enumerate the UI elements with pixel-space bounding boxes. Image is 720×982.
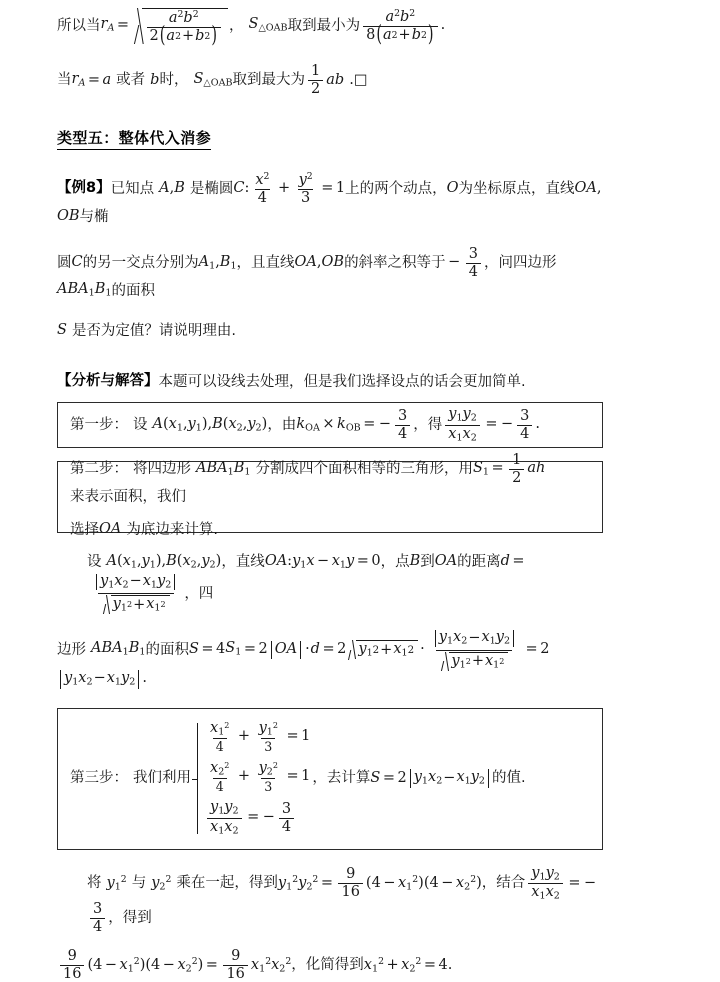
fraction-denominator: 16 xyxy=(338,883,362,900)
point-A: A xyxy=(159,180,170,197)
example-line-2 xyxy=(57,247,603,303)
x1-squared-final: $x_1^2$ xyxy=(363,955,384,975)
derivation-line-1 xyxy=(57,551,603,614)
analysis-text: 本题可以设线去处理，但是我们选择设点的话会更加简单. xyxy=(158,373,526,390)
line-equation: $y_1x$ xyxy=(292,552,315,571)
step2-text-1: 将四边形 xyxy=(133,460,191,477)
deriv1-text-2: ，直线 xyxy=(221,554,265,571)
zero: 0 xyxy=(371,553,381,570)
line-OB: OB xyxy=(57,208,80,225)
fraction-denominator xyxy=(98,593,174,614)
fraction-inside-sqrt xyxy=(147,9,222,48)
qed-mark: .□ xyxy=(349,71,368,88)
period: . xyxy=(447,956,453,973)
system-ratio-row xyxy=(204,800,310,836)
minus-sign: − xyxy=(378,416,391,433)
left-paren: ( xyxy=(423,874,430,891)
when-text: 时， xyxy=(159,72,189,89)
y-ratio-fraction xyxy=(445,407,480,443)
fraction-numerator: 3 xyxy=(468,245,478,262)
comma: , xyxy=(207,416,213,433)
step3-label: 第三步： xyxy=(70,770,128,787)
y-over-x-ratio xyxy=(207,800,242,836)
when-lead: 当 xyxy=(57,72,72,89)
equals-sign: = xyxy=(512,553,525,570)
minus-sign: − xyxy=(162,956,175,973)
distance-d-2: d xyxy=(310,641,320,658)
fraction-denominator: 16 xyxy=(60,965,84,982)
concl1-text-2: 与 xyxy=(131,875,147,892)
plus-sign: + xyxy=(277,180,291,197)
fraction-denominator: 2 xyxy=(509,469,524,486)
equals-sign: = xyxy=(205,956,218,973)
colon: : xyxy=(287,553,293,570)
y1-squared-over-3 xyxy=(256,721,281,754)
right-paren: ) xyxy=(476,874,482,891)
four: 4 xyxy=(371,874,381,891)
distance-d: d xyxy=(500,553,510,570)
line-OA-2: OA xyxy=(294,254,317,271)
sub-area-S1: $S_1$ xyxy=(472,459,489,478)
fraction-numerator: 3 xyxy=(398,407,408,424)
point-A-coords-2: $A(x_1,y_1)$ xyxy=(106,552,162,571)
point-B-ref: B xyxy=(409,553,421,570)
slope-k-OB: $k_{OB}$ xyxy=(337,415,361,434)
fraction-denominator: 4 xyxy=(90,918,105,935)
distance-formula-fraction-2 xyxy=(429,630,520,670)
plus-sign: + xyxy=(386,956,399,973)
y-over-x-ratio-2 xyxy=(528,866,563,902)
analysis-line xyxy=(57,371,603,393)
value-a: a xyxy=(102,71,112,88)
y1y2-squared-product: $y_1^2y_2^2$ xyxy=(277,873,319,893)
y2-squared-over-3 xyxy=(256,761,281,794)
min-value-fraction xyxy=(363,8,438,47)
base-times-height: ah xyxy=(527,460,546,477)
or-text: 或者 xyxy=(116,72,146,89)
period-1: . xyxy=(440,17,446,34)
equals-sign: = xyxy=(116,17,129,34)
deriv2-text-2: 的面积 xyxy=(145,641,189,658)
radical-sign-icon xyxy=(102,595,111,614)
fraction-denominator: 8 ( a 2 + b 2 ) xyxy=(363,26,438,43)
nine-sixteenths-2 xyxy=(60,949,84,982)
radius-variable: $r_A$ xyxy=(100,16,115,35)
equals-sign: = xyxy=(286,728,299,745)
area-S: S xyxy=(57,322,67,339)
left-paren: ( xyxy=(87,956,94,973)
two-2: 2 xyxy=(337,641,347,658)
x1-squared-over-4 xyxy=(207,721,232,754)
fraction-denominator: 4 xyxy=(213,778,227,793)
fraction-denominator: 3 xyxy=(298,189,313,206)
quadrilateral-ABA1B1-3: $ABA_1B_1$ xyxy=(91,640,146,659)
sqrt-expression xyxy=(133,8,229,48)
concl1-text-1: 将 xyxy=(87,875,102,892)
equals-sign: = xyxy=(321,180,334,197)
equals-sign: = xyxy=(568,874,581,891)
final-abs-expression: $y_1x_2$ − $x_1y_2$ xyxy=(57,670,142,688)
sqrt-OA-length xyxy=(347,640,418,659)
step2-text-4: 选择 xyxy=(70,522,99,539)
example-text-1: 已知点 xyxy=(110,180,155,197)
fraction-denominator: 4 xyxy=(255,189,270,206)
point-B: B xyxy=(174,180,185,197)
fraction-numerator: $a^2b^2$ xyxy=(168,9,199,26)
fraction-denominator: 4 xyxy=(395,425,410,442)
equals-sign: = xyxy=(286,767,299,784)
line-OA-3: OA xyxy=(99,521,122,538)
fraction-numerator: $y^2$ xyxy=(298,171,313,188)
fraction-denominator: 2 ( a 2 + b 2 ) xyxy=(147,27,222,44)
comma: , xyxy=(215,254,220,271)
fraction-numerator: $y_1y_2$ xyxy=(210,799,239,817)
four: 4 xyxy=(93,956,103,973)
right-paren: ) xyxy=(139,956,146,973)
conclusion-line-2 xyxy=(57,949,603,982)
fraction-numerator: 3 xyxy=(520,407,530,424)
fraction-numerator: 9 xyxy=(231,947,241,964)
equals-sign: = xyxy=(382,769,395,786)
area-S-3: S xyxy=(370,769,381,786)
neg-three-quarters-4 xyxy=(90,902,105,935)
example2-text-6: 的面积 xyxy=(111,282,155,299)
example-line-3 xyxy=(57,320,603,342)
deriv1-text-5: 的距离 xyxy=(457,554,501,571)
fraction-numerator: $x_1^2$ xyxy=(210,719,230,738)
x1x2-squared-product: $x_1^2x_2^2$ xyxy=(250,955,292,975)
minus-sign: − xyxy=(441,874,454,891)
step1-text-3: ，得 xyxy=(413,416,443,433)
y2-squared: $y_2^2$ xyxy=(151,873,172,893)
minus-sign: − xyxy=(584,874,597,891)
equals-sign: = xyxy=(356,553,369,570)
minus-sign: − xyxy=(500,416,514,433)
equals-sign: = xyxy=(247,809,260,826)
fraction-denominator: $x_1x_2$ xyxy=(528,883,563,902)
nine-sixteenths-3 xyxy=(223,949,247,982)
fraction-denominator xyxy=(436,650,512,671)
system-of-equations xyxy=(193,721,310,837)
step2-text-2: 分割成四个面积相等的三角形，用 xyxy=(255,460,473,477)
radical-sign-icon xyxy=(440,652,449,671)
line-OB-2: OB xyxy=(321,254,345,271)
section-heading: 类型五：整体代入消参 xyxy=(57,127,211,150)
left-paren: ( xyxy=(365,874,372,891)
fraction-denominator: $x_1x_2$ xyxy=(207,818,242,837)
comma: , xyxy=(596,180,602,197)
sqrt-expression-denominator xyxy=(102,595,170,614)
example-text-3: 上的两个动点， xyxy=(345,180,447,197)
equals-sign: = xyxy=(491,460,504,477)
top-conclusion-line-2 xyxy=(57,64,603,97)
top-conclusion-lead: 所以当 xyxy=(57,17,101,34)
concl1-text-3: 乘在一起，得到 xyxy=(176,875,278,892)
page-content xyxy=(57,0,603,982)
fraction-denominator: 4 xyxy=(517,425,532,442)
radicand: $y_1$ 2 + $x_1$ 2 xyxy=(449,652,508,671)
fraction-numerator xyxy=(429,630,520,650)
concl2-text-1: ，化简得到 xyxy=(291,957,364,974)
abs-OA: OA xyxy=(268,641,304,659)
nine-sixteenths-1 xyxy=(338,867,362,900)
comma-1: ， xyxy=(229,17,244,34)
left-paren: ( xyxy=(145,956,152,973)
fraction-numerator: $y_2^2$ xyxy=(258,759,278,778)
minus-sign: − xyxy=(448,254,461,271)
step3-text-2: ，去计算 xyxy=(312,770,371,787)
final-value-four: 4 xyxy=(438,956,448,973)
concl1-text-5: ，得到 xyxy=(108,910,152,927)
fraction-numerator: $x_2^2$ xyxy=(210,759,230,778)
fraction-numerator: 9 xyxy=(67,947,77,964)
top-conclusion-line-1 xyxy=(57,8,603,48)
distance-formula-fraction xyxy=(90,574,181,614)
x2-squared: $x_2^2$ xyxy=(455,873,477,893)
step2-line-2 xyxy=(70,519,590,541)
min-text: 取到最小为 xyxy=(287,17,361,34)
step3-content xyxy=(70,721,526,837)
step2-label: 第二步： xyxy=(70,460,128,477)
radicand xyxy=(142,8,229,48)
derivation-line-2 xyxy=(57,630,603,689)
right-paren: ) xyxy=(418,874,424,891)
step3-box xyxy=(57,708,603,850)
minus-sign: − xyxy=(317,553,330,570)
step1-label: 第一步： xyxy=(70,416,128,433)
absolute-value: $y_1x_2$ − $x_1y_2$ xyxy=(93,574,178,591)
comma: , xyxy=(169,180,175,197)
x2-squared-2: $x_2^2$ xyxy=(177,955,198,975)
radicand: $y_1$ 2 + $x_1$ 2 xyxy=(356,640,418,659)
fraction-denominator: 4 xyxy=(466,263,481,280)
fraction-denominator: 16 xyxy=(223,965,247,982)
y-squared-over-3 xyxy=(296,172,316,206)
example2-text-3: ，且直线 xyxy=(236,254,295,271)
rhs-value: 1 xyxy=(301,767,311,784)
analysis-tag: 【分析与解答】 xyxy=(57,372,159,389)
right-paren: ) xyxy=(197,956,204,973)
two: 2 xyxy=(397,769,407,786)
two: 2 xyxy=(258,641,268,658)
example-line-1 xyxy=(57,172,603,228)
equals-sign: = xyxy=(485,416,498,433)
quadrilateral-ABA1B1-2: $ABA_1B_1$ xyxy=(196,459,251,478)
example-text-5: 与椭 xyxy=(79,209,109,226)
y1-squared: $y_1^2$ xyxy=(106,873,127,893)
step3-text-3: 的值. xyxy=(492,770,526,787)
step2-text-5: 为底边来计算. xyxy=(126,522,218,539)
fraction-numerator: $x^2$ xyxy=(255,171,270,188)
plus-sign: + xyxy=(237,767,251,784)
colon: : xyxy=(244,180,250,197)
fraction-denominator: $x_1x_2$ xyxy=(445,425,480,444)
x2-squared-over-4 xyxy=(207,761,232,794)
equals-sign: = xyxy=(201,641,214,658)
example2-text-5: ，问四边形 xyxy=(483,254,557,271)
step1-text-2: ，由 xyxy=(267,416,297,433)
period: . xyxy=(535,416,540,433)
half-fraction xyxy=(308,64,323,97)
system-equation-row xyxy=(204,721,310,754)
fraction-denominator: 2 xyxy=(308,80,323,97)
max-text: 取到最大为 xyxy=(232,72,306,89)
four: 4 xyxy=(429,874,439,891)
equals-sign: = xyxy=(363,416,376,433)
deriv1-text-3: ，点 xyxy=(380,554,410,571)
equation-list xyxy=(204,721,310,837)
fraction-numerator: 3 xyxy=(281,800,292,817)
step1-content xyxy=(70,407,540,443)
conclusion-line-1 xyxy=(57,866,603,935)
two-3: 2 xyxy=(540,641,550,658)
point-A1: $A_1$ xyxy=(198,253,216,272)
minus-sign: − xyxy=(104,956,118,973)
example2-text-1: 圆 xyxy=(57,254,72,271)
cdot-operator: · xyxy=(420,641,425,658)
origin-O: O xyxy=(446,180,459,197)
fraction-numerator: 1 xyxy=(512,451,522,468)
line-OA-4: OA xyxy=(264,553,288,570)
comma: , xyxy=(161,553,167,570)
minus-sign: − xyxy=(383,874,396,891)
half-fraction-2 xyxy=(509,453,524,486)
fraction-numerator: 3 xyxy=(93,900,103,917)
fraction-numerator: 1 xyxy=(311,62,321,79)
fraction-numerator: 9 xyxy=(346,866,356,883)
triangle-area-symbol: $S_{\triangle OAB}$ xyxy=(248,16,288,35)
fraction-denominator: 3 xyxy=(261,778,275,793)
four: 4 xyxy=(151,956,161,973)
step2-box xyxy=(57,451,603,539)
line-equation-term2: $x_1y$ xyxy=(331,552,355,571)
plus-sign: + xyxy=(237,728,251,745)
quadrilateral-ABA1B1: $ABA_1B_1$ xyxy=(57,281,112,300)
neg-three-quarters-2 xyxy=(517,409,532,442)
deriv1-text-4: 到 xyxy=(420,554,435,571)
dot-operator: · xyxy=(305,641,310,658)
triangle-area-symbol-2: $S_{\triangle OAB}$ xyxy=(193,70,233,89)
fraction-denominator: 4 xyxy=(213,738,227,753)
equals-sign: = xyxy=(243,641,256,658)
comma: , xyxy=(316,254,322,271)
neg-three-quarters-3 xyxy=(279,802,294,835)
radical-sign-icon xyxy=(347,640,356,659)
example-text-4: 为坐标原点，直线 xyxy=(458,180,575,197)
x2-squared-final: $x_2^2$ xyxy=(401,955,422,975)
equals-sign: = xyxy=(525,641,538,658)
area-S-2: S xyxy=(188,641,199,658)
equals-sign: = xyxy=(322,641,335,658)
one: 1 xyxy=(335,180,346,197)
example2-text-4: 的斜率之积等于 xyxy=(344,254,446,271)
fraction-numerator: $y_1^2$ xyxy=(258,719,278,738)
x-squared-over-4 xyxy=(252,172,272,206)
deriv2-text-1: 边形 xyxy=(57,641,86,658)
sqrt-expression-denominator-2 xyxy=(440,652,508,671)
fraction-denominator: 4 xyxy=(279,818,294,835)
left-brace-icon xyxy=(193,721,204,837)
fraction-numerator: $a^2b^2$ xyxy=(385,8,416,25)
rhs-value: 1 xyxy=(301,728,311,745)
system-equation-row xyxy=(204,761,310,794)
minus-sign: − xyxy=(262,809,275,826)
times-sign: × xyxy=(322,416,335,433)
fraction-numerator xyxy=(90,574,181,594)
point-B-coords: $B(x_2,y_2)$ xyxy=(212,415,268,434)
x1-squared: $x_1^2$ xyxy=(397,873,419,893)
point-A-coords: $A(x_1,y_1)$ xyxy=(152,415,208,434)
abs-expression-step3: $y_1x_2$ − $x_1y_2$ xyxy=(407,769,492,787)
four: 4 xyxy=(216,641,226,658)
step1-box xyxy=(57,402,603,448)
radicand: $y_1$ 2 + $x_1$ 2 xyxy=(111,595,170,614)
sub-area-S1-2: $S_1$ xyxy=(225,640,242,659)
fraction-numerator: $y_1y_2$ xyxy=(531,864,560,883)
point-B1: $B_1$ xyxy=(219,253,237,272)
point-B-coords-2: $B(x_2,y_2)$ xyxy=(166,552,222,571)
value-b: b xyxy=(150,71,160,88)
step3-text-1: 我们利用 xyxy=(133,770,191,787)
absolute-value: $y_1x_2$ − $x_1y_2$ xyxy=(432,630,517,647)
example-text-2: 是椭圆 xyxy=(189,180,234,197)
step2-text-3: 来表示面积，我们 xyxy=(70,488,186,505)
line-OA-ref: OA xyxy=(434,553,458,570)
neg-three-quarters-1 xyxy=(395,409,410,442)
fraction-numerator: $y_1y_2$ xyxy=(448,406,477,424)
product-ab: ab xyxy=(326,71,345,88)
slope-k-OA: $k_{OA}$ xyxy=(296,415,320,434)
step2-line-1 xyxy=(70,453,590,509)
example3-text: 是否为定值？请说明理由. xyxy=(71,323,237,340)
line-OA: OA xyxy=(574,180,597,197)
radical-sign-icon xyxy=(133,8,142,44)
deriv1-text-1: 设 xyxy=(87,554,102,571)
ellipse-C: C xyxy=(233,180,245,197)
section-heading-wrap xyxy=(57,127,603,150)
x1-squared-2: $x_1^2$ xyxy=(119,955,140,975)
period: . xyxy=(142,670,147,687)
equals-sign: = xyxy=(320,874,333,891)
radius-variable-2: $r_A$ xyxy=(71,70,86,89)
example2-text-2: 的另一交点分别为 xyxy=(82,254,199,271)
example-tag: 【例8】 xyxy=(57,180,111,197)
concl1-text-4: ，结合 xyxy=(481,875,526,892)
slope-product-fraction xyxy=(466,247,481,280)
fraction-denominator: 3 xyxy=(261,738,275,753)
step1-text-1: 设 xyxy=(133,416,148,433)
ellipse-C-2: C xyxy=(71,254,83,271)
deriv1-text-6: ，四 xyxy=(184,585,214,602)
equals-sign-2: = xyxy=(87,71,100,88)
equals-sign: = xyxy=(423,956,436,973)
